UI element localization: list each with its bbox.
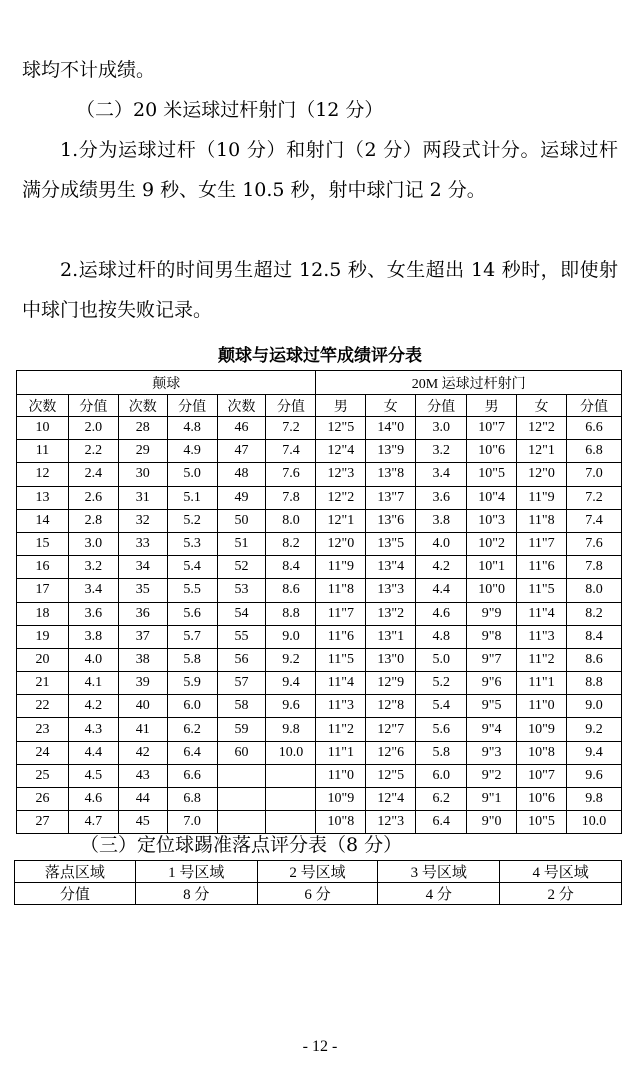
- paragraph-1: 球均不计成绩。: [22, 59, 156, 81]
- table-cell: 4.9: [167, 440, 217, 463]
- target-table-body: [15, 861, 622, 905]
- column-header: 次数: [17, 395, 69, 417]
- table-cell: 2.2: [68, 440, 118, 463]
- table-cell: 12"7: [366, 718, 416, 741]
- table-row: [17, 463, 622, 486]
- table-cell: 11"4: [517, 602, 567, 625]
- table-cell: 9.6: [266, 695, 316, 718]
- table-row: [17, 625, 622, 648]
- table-cell: 8.6: [266, 579, 316, 602]
- table-cell: 5.5: [167, 579, 217, 602]
- table-cell: 11"7: [517, 532, 567, 555]
- table-cell: 6.0: [167, 695, 217, 718]
- table-cell: 6.4: [167, 741, 217, 764]
- table-cell: 33: [118, 532, 167, 555]
- table-cell: 5.2: [167, 509, 217, 532]
- table-row: [17, 509, 622, 532]
- page-number: - 12 -: [302, 1038, 338, 1055]
- table-cell: 5.8: [416, 741, 467, 764]
- table-cell: 9"6: [467, 672, 517, 695]
- table-cell: 10"5: [517, 811, 567, 834]
- table-cell: 12"2: [517, 417, 567, 440]
- table-row: [17, 532, 622, 555]
- table-cell: 31: [118, 486, 167, 509]
- table-cell: 9.2: [566, 718, 621, 741]
- table-cell: 落点区域: [15, 861, 136, 883]
- table-cell: 9"0: [467, 811, 517, 834]
- table-cell: 10"7: [467, 417, 517, 440]
- table-cell: 22: [17, 695, 69, 718]
- group-header-juggling: 颠球: [17, 371, 316, 395]
- paragraph-3: 1.分为运球过杆（10 分）和射门（2 分）两段式计分。运球过杆满分成绩男生 9 秒、女生 10.5 秒，射中球门记 2 分。: [22, 139, 618, 201]
- table-cell: 13"8: [366, 463, 416, 486]
- column-header: 分值: [416, 395, 467, 417]
- table-cell: 6.8: [167, 788, 217, 811]
- table-cell: 7.4: [266, 440, 316, 463]
- table-row: [17, 556, 622, 579]
- table-cell: 20: [17, 648, 69, 671]
- table-cell: 2.4: [68, 463, 118, 486]
- table-cell: 4 分: [378, 883, 500, 905]
- column-header: 分值: [266, 395, 316, 417]
- score-table: [16, 370, 622, 834]
- table-cell: 3.8: [68, 625, 118, 648]
- table-cell: 分值: [15, 883, 136, 905]
- table-cell: 3.4: [416, 463, 467, 486]
- table-cell: 11"2: [316, 718, 366, 741]
- table-cell: 8 分: [135, 883, 257, 905]
- table-cell: 7.8: [266, 486, 316, 509]
- table-cell: 13: [17, 486, 69, 509]
- table-cell: 30: [118, 463, 167, 486]
- table-cell: 11"6: [517, 556, 567, 579]
- table-cell: 4.6: [416, 602, 467, 625]
- table-cell: 15: [17, 532, 69, 555]
- table-cell: 7.8: [566, 556, 621, 579]
- table-cell: 53: [217, 579, 266, 602]
- table-cell: 8.6: [566, 648, 621, 671]
- table-row: [15, 861, 622, 883]
- table-row: [17, 741, 622, 764]
- table-cell: 29: [118, 440, 167, 463]
- table-cell: 13"5: [366, 532, 416, 555]
- table-cell: 11"3: [316, 695, 366, 718]
- table-cell: 12"1: [316, 509, 366, 532]
- table-cell: 3.2: [416, 440, 467, 463]
- table-cell: 9.4: [266, 672, 316, 695]
- table-cell: 12"2: [316, 486, 366, 509]
- table-cell: 4.2: [68, 695, 118, 718]
- table-cell: 12"6: [366, 741, 416, 764]
- table-cell: 5.4: [416, 695, 467, 718]
- table-cell: 5.2: [416, 672, 467, 695]
- table-cell: 9.0: [266, 625, 316, 648]
- table-cell: 3.0: [416, 417, 467, 440]
- table-cell: 9"2: [467, 764, 517, 787]
- table-cell: 50: [217, 509, 266, 532]
- table-cell: 10"2: [467, 532, 517, 555]
- table-cell: 7.6: [266, 463, 316, 486]
- table-cell: 13"0: [366, 648, 416, 671]
- table-cell: 13"3: [366, 579, 416, 602]
- table-row: [17, 417, 622, 440]
- table-cell: 4.4: [416, 579, 467, 602]
- table-cell: 55: [217, 625, 266, 648]
- column-header: 分值: [167, 395, 217, 417]
- table-cell: 42: [118, 741, 167, 764]
- table-cell: 21: [17, 672, 69, 695]
- table-cell: [217, 788, 266, 811]
- table-cell: [266, 788, 316, 811]
- table-cell: 4.0: [68, 648, 118, 671]
- table-row: [17, 788, 622, 811]
- table-cell: 9.4: [566, 741, 621, 764]
- table-cell: 6.6: [566, 417, 621, 440]
- table-cell: 49: [217, 486, 266, 509]
- table-cell: 11"1: [517, 672, 567, 695]
- table-cell: 9.8: [566, 788, 621, 811]
- table-cell: 12: [17, 463, 69, 486]
- table-cell: 10"6: [517, 788, 567, 811]
- table-cell: 11"8: [316, 579, 366, 602]
- table-cell: 10"0: [467, 579, 517, 602]
- table-cell: 5.9: [167, 672, 217, 695]
- table-cell: 9"9: [467, 602, 517, 625]
- table-cell: 8.2: [566, 602, 621, 625]
- table-cell: 5.0: [167, 463, 217, 486]
- table-cell: 10"7: [517, 764, 567, 787]
- table-cell: 7.6: [566, 532, 621, 555]
- table-cell: 2.0: [68, 417, 118, 440]
- table-cell: 10: [17, 417, 69, 440]
- column-header-row: [17, 395, 622, 417]
- table-cell: 13"1: [366, 625, 416, 648]
- table-cell: 32: [118, 509, 167, 532]
- table-cell: 9.8: [266, 718, 316, 741]
- table-cell: 6.6: [167, 764, 217, 787]
- table-cell: 8.0: [566, 579, 621, 602]
- table-cell: 39: [118, 672, 167, 695]
- table-cell: 11"8: [517, 509, 567, 532]
- group-header-dribble: 20M 运球过杆射门: [316, 371, 622, 395]
- table-cell: 12"4: [316, 440, 366, 463]
- table-cell: 10"6: [467, 440, 517, 463]
- table-cell: 7.0: [167, 811, 217, 834]
- table-cell: 2 分: [500, 883, 622, 905]
- table-cell: 24: [17, 741, 69, 764]
- table-cell: 9"5: [467, 695, 517, 718]
- table-cell: 19: [17, 625, 69, 648]
- table-cell: 58: [217, 695, 266, 718]
- table-cell: 11"9: [517, 486, 567, 509]
- table-cell: 57: [217, 672, 266, 695]
- table-cell: 9.6: [566, 764, 621, 787]
- table-cell: 35: [118, 579, 167, 602]
- table-cell: 9"7: [467, 648, 517, 671]
- table-cell: 4.5: [68, 764, 118, 787]
- table-cell: 4.8: [416, 625, 467, 648]
- table-cell: 11: [17, 440, 69, 463]
- target-table: [14, 860, 622, 905]
- table-cell: 37: [118, 625, 167, 648]
- table-cell: 11"5: [316, 648, 366, 671]
- table-cell: 45: [118, 811, 167, 834]
- table-cell: 23: [17, 718, 69, 741]
- table-cell: 46: [217, 417, 266, 440]
- table-cell: 12"9: [366, 672, 416, 695]
- table-cell: 26: [17, 788, 69, 811]
- table-cell: 2.8: [68, 509, 118, 532]
- table-cell: 10"1: [467, 556, 517, 579]
- table-cell: 4.8: [167, 417, 217, 440]
- column-header: 分值: [566, 395, 621, 417]
- table-cell: 14"0: [366, 417, 416, 440]
- table-cell: 1 号区域: [135, 861, 257, 883]
- table-cell: 54: [217, 602, 266, 625]
- table-cell: 12"8: [366, 695, 416, 718]
- table-cell: 17: [17, 579, 69, 602]
- table-cell: 6 分: [257, 883, 378, 905]
- table-cell: 4.3: [68, 718, 118, 741]
- table-cell: 56: [217, 648, 266, 671]
- table-cell: 4.6: [68, 788, 118, 811]
- table-cell: 48: [217, 463, 266, 486]
- table-cell: 3.8: [416, 509, 467, 532]
- column-header: 次数: [118, 395, 167, 417]
- table-cell: 25: [17, 764, 69, 787]
- table-cell: 3.0: [68, 532, 118, 555]
- table-cell: 3.6: [416, 486, 467, 509]
- table-cell: 11"6: [316, 625, 366, 648]
- table-row: [17, 579, 622, 602]
- table-cell: 6.8: [566, 440, 621, 463]
- column-header: 男: [467, 395, 517, 417]
- paragraph-4: 2.运球过杆的时间男生超过 12.5 秒、女生超出 14 秒时，即使射中球门也按失败记录。: [22, 259, 618, 321]
- table-cell: 12"5: [366, 764, 416, 787]
- table-cell: 11"1: [316, 741, 366, 764]
- table-row: [17, 718, 622, 741]
- table-cell: 13"6: [366, 509, 416, 532]
- table-cell: 12"0: [517, 463, 567, 486]
- table-cell: 40: [118, 695, 167, 718]
- table-cell: 9"3: [467, 741, 517, 764]
- table-cell: 7.0: [566, 463, 621, 486]
- table-cell: 6.2: [416, 788, 467, 811]
- table-cell: 14: [17, 509, 69, 532]
- table-cell: 6.0: [416, 764, 467, 787]
- table-cell: 7.2: [266, 417, 316, 440]
- table-cell: 11"7: [316, 602, 366, 625]
- table-cell: 13"9: [366, 440, 416, 463]
- table-cell: 12"3: [366, 811, 416, 834]
- score-table-body: [17, 417, 622, 834]
- table-cell: 5.7: [167, 625, 217, 648]
- table-cell: 38: [118, 648, 167, 671]
- table-cell: 41: [118, 718, 167, 741]
- table-cell: [266, 764, 316, 787]
- table-cell: 11"4: [316, 672, 366, 695]
- table-cell: 9"4: [467, 718, 517, 741]
- table-cell: 59: [217, 718, 266, 741]
- table-cell: 52: [217, 556, 266, 579]
- table-cell: 10"9: [316, 788, 366, 811]
- table-cell: [217, 764, 266, 787]
- table-cell: 12"3: [316, 463, 366, 486]
- table-cell: 3.4: [68, 579, 118, 602]
- table-cell: 10"8: [316, 811, 366, 834]
- table-row: [17, 672, 622, 695]
- table-cell: 6.2: [167, 718, 217, 741]
- table-cell: 44: [118, 788, 167, 811]
- table-cell: 4.0: [416, 532, 467, 555]
- table-cell: 7.2: [566, 486, 621, 509]
- column-header: 女: [366, 395, 416, 417]
- table-cell: 4.1: [68, 672, 118, 695]
- table-cell: 5.1: [167, 486, 217, 509]
- table-cell: 5.0: [416, 648, 467, 671]
- table-cell: 9"1: [467, 788, 517, 811]
- table-cell: 11"9: [316, 556, 366, 579]
- table-cell: 36: [118, 602, 167, 625]
- table-cell: 12"4: [366, 788, 416, 811]
- column-header: 女: [517, 395, 567, 417]
- table-cell: 13"7: [366, 486, 416, 509]
- table-cell: 9"8: [467, 625, 517, 648]
- table-cell: 11"3: [517, 625, 567, 648]
- subheading-2: （二）20 米运球过杆射门（12 分）: [76, 99, 384, 121]
- table-cell: 11"5: [517, 579, 567, 602]
- table-row: [17, 602, 622, 625]
- table-cell: 43: [118, 764, 167, 787]
- table-cell: 4.4: [68, 741, 118, 764]
- table-cell: 6.4: [416, 811, 467, 834]
- table-cell: 11"0: [316, 764, 366, 787]
- table-cell: 9.2: [266, 648, 316, 671]
- table-cell: 8.8: [266, 602, 316, 625]
- table-cell: 10"9: [517, 718, 567, 741]
- table-cell: 16: [17, 556, 69, 579]
- table-cell: 11"2: [517, 648, 567, 671]
- table-cell: 2.6: [68, 486, 118, 509]
- column-header: 分值: [68, 395, 118, 417]
- table-cell: 27: [17, 811, 69, 834]
- table-cell: 8.8: [566, 672, 621, 695]
- table-cell: 4.2: [416, 556, 467, 579]
- table-cell: 3 号区域: [378, 861, 500, 883]
- table-cell: 51: [217, 532, 266, 555]
- table-cell: 47: [217, 440, 266, 463]
- table-cell: 8.4: [266, 556, 316, 579]
- table-row: [17, 648, 622, 671]
- table-cell: 18: [17, 602, 69, 625]
- table-cell: 10.0: [566, 811, 621, 834]
- table-cell: 8.0: [266, 509, 316, 532]
- table-cell: 10.0: [266, 741, 316, 764]
- table-row: [17, 486, 622, 509]
- table-cell: 34: [118, 556, 167, 579]
- column-header: 次数: [217, 395, 266, 417]
- table-cell: 12"0: [316, 532, 366, 555]
- table-cell: 10"3: [467, 509, 517, 532]
- table-cell: 5.6: [167, 602, 217, 625]
- column-header: 男: [316, 395, 366, 417]
- table-cell: 12"1: [517, 440, 567, 463]
- table-cell: 5.3: [167, 532, 217, 555]
- table-cell: 9.0: [566, 695, 621, 718]
- table-caption: 颠球与运球过竿成绩评分表: [218, 346, 422, 366]
- table-cell: 8.2: [266, 532, 316, 555]
- table-cell: 28: [118, 417, 167, 440]
- table-cell: 7.4: [566, 509, 621, 532]
- table-cell: 5.8: [167, 648, 217, 671]
- section-3-title: （三）定位球踢准落点评分表（8 分）: [80, 834, 403, 856]
- table-cell: 10"5: [467, 463, 517, 486]
- table-row: [17, 695, 622, 718]
- table-row: [17, 440, 622, 463]
- table-cell: 3.2: [68, 556, 118, 579]
- table-cell: 13"2: [366, 602, 416, 625]
- table-cell: 5.6: [416, 718, 467, 741]
- table-cell: 5.4: [167, 556, 217, 579]
- table-row: [15, 883, 622, 905]
- table-cell: 4.7: [68, 811, 118, 834]
- table-cell: 3.6: [68, 602, 118, 625]
- table-cell: 2 号区域: [257, 861, 378, 883]
- table-cell: 11"0: [517, 695, 567, 718]
- table-row: [17, 764, 622, 787]
- table-cell: 13"4: [366, 556, 416, 579]
- table-cell: 60: [217, 741, 266, 764]
- table-cell: 8.4: [566, 625, 621, 648]
- table-cell: 10"8: [517, 741, 567, 764]
- table-cell: 12"5: [316, 417, 366, 440]
- table-cell: 4 号区域: [500, 861, 622, 883]
- table-cell: 10"4: [467, 486, 517, 509]
